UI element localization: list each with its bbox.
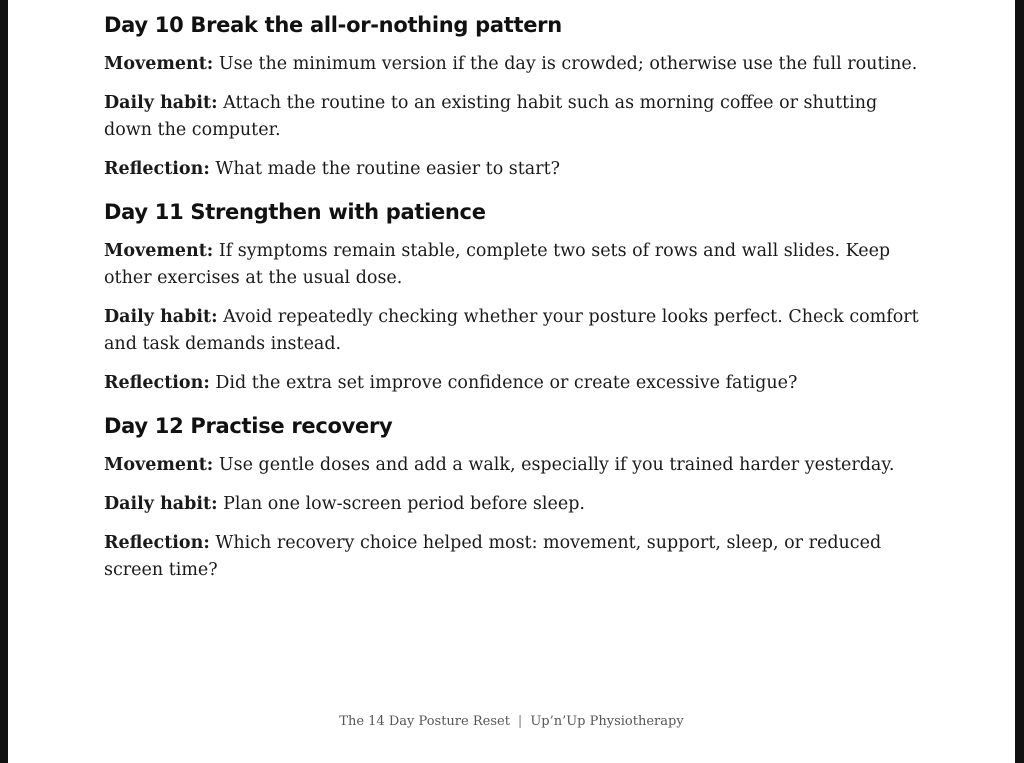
footer-brand: Up’n’Up Physiotherapy: [530, 714, 684, 729]
footer-separator: |: [517, 714, 523, 729]
movement-paragraph: [104, 452, 924, 479]
reflection-text: Did the extra set improve confidence or create excessive fatigue?: [215, 373, 798, 393]
movement-paragraph: [104, 51, 924, 78]
reflection-label: Reflection:: [104, 533, 210, 553]
document-page: [8, 0, 1015, 763]
page-footer: [8, 714, 1015, 729]
reflection-label: Reflection:: [104, 373, 210, 393]
reflection-label: Reflection:: [104, 159, 210, 179]
daily-habit-paragraph: [104, 90, 924, 144]
daily-habit-text: Attach the routine to an existing habit such as morning coffee or shutting down the computer.: [104, 93, 878, 140]
section-heading: Day 10 Break the all-or-nothing pattern: [104, 13, 562, 37]
daily-habit-label: Daily habit:: [104, 307, 218, 327]
section-heading: Day 12 Practise recovery: [104, 414, 393, 438]
section-day-12: [104, 409, 924, 584]
reflection-paragraph: [104, 370, 924, 397]
reflection-paragraph: [104, 530, 924, 584]
movement-text: Use gentle doses and add a walk, especially if you trained harder yesterday.: [218, 455, 895, 475]
movement-text: If symptoms remain stable, complete two sets of rows and wall slides. Keep other exercises at the usual dose.: [104, 241, 891, 288]
section-day-10: [104, 8, 924, 183]
movement-label: Movement:: [104, 241, 214, 261]
daily-habit-label: Daily habit:: [104, 494, 218, 514]
daily-habit-text: Plan one low-screen period before sleep.: [223, 494, 585, 514]
reflection-text: What made the routine easier to start?: [215, 159, 561, 179]
daily-habit-label: Daily habit:: [104, 93, 218, 113]
section-day-11: [104, 195, 924, 397]
section-heading: Day 11 Strengthen with patience: [104, 200, 486, 224]
movement-text: Use the minimum version if the day is crowded; otherwise use the full routine.: [218, 54, 918, 74]
movement-label: Movement:: [104, 54, 214, 74]
movement-label: Movement:: [104, 455, 214, 475]
daily-habit-paragraph: [104, 304, 924, 358]
reflection-paragraph: [104, 156, 924, 183]
reflection-text: Which recovery choice helped most: movement, support, sleep, or reduced screen time?: [104, 533, 882, 580]
footer-title: The 14 Day Posture Reset: [339, 714, 510, 729]
movement-paragraph: [104, 238, 924, 292]
daily-habit-paragraph: [104, 491, 924, 518]
daily-habit-text: Avoid repeatedly checking whether your posture looks perfect. Check comfort and task demands instead.: [104, 307, 919, 354]
page-content: [104, 8, 924, 584]
